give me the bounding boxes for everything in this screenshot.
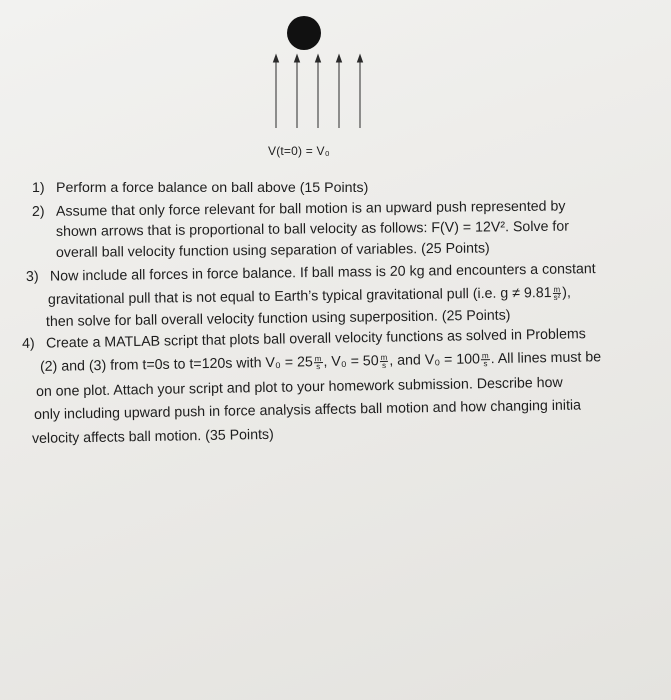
fraction-numerator: m <box>553 284 561 294</box>
problem-3-line-1: Now include all forces in force balance. If ball mass is 20 kg and encounters a constant <box>49 261 596 285</box>
problem-3-number: 3) <box>25 268 39 285</box>
fraction-denominator: s <box>483 358 488 369</box>
fraction-denominator: s² <box>553 292 561 302</box>
problem-4-line-5: velocity affects ball motion. (35 Points) <box>31 426 274 447</box>
problem-3-line-3: then solve for ball overall velocity function using superposition. (25 Points) <box>45 307 511 330</box>
problem-4 <box>22 326 586 352</box>
velocity-units-fraction-1 <box>314 355 323 370</box>
gravity-units-fraction <box>552 286 561 301</box>
problem-2 <box>32 198 566 220</box>
problem-2-line-2: shown arrows that is proportional to ball velocity as follows: F(V) = 12V². Solve for <box>55 218 570 240</box>
problem-4-line-2-text-a: (2) and (3) from t=0s to t=120s with V₀ = 25 <box>39 354 313 375</box>
fraction-denominator: s <box>381 360 387 370</box>
problem-1 <box>32 180 368 196</box>
fraction-numerator: m <box>380 352 388 362</box>
problem-1-line-1: Perform a force balance on ball above (15 Points) <box>56 180 369 196</box>
velocity-units-fraction-3 <box>481 352 490 367</box>
problem-2-line-1: Assume that only force relevant for ball motion is an upward push represented by <box>55 198 566 220</box>
fraction-numerator: m <box>314 353 322 363</box>
problem-3-line-2 <box>48 285 571 308</box>
problem-4-line-2 <box>40 349 601 375</box>
problem-4-line-2-text-b: , V₀ = 50 <box>323 353 379 371</box>
fraction-numerator: m <box>481 350 489 361</box>
problem-4-line-1: Create a MATLAB script that plots ball overall velocity functions as solved in Problems <box>45 326 586 352</box>
problem-4-line-3: on one plot. Attach your script and plot to your homework submission. Describe how <box>35 374 563 400</box>
initial-velocity-label: V(t=0) = V₀ <box>268 144 330 158</box>
problem-4-line-2-text-d: . All lines must be <box>490 349 602 368</box>
problem-3 <box>26 261 596 285</box>
problem-3-line-2-text: gravitational pull that is not equal to Earth’s typical gravitational pull (i.e. g ≠ 9.81 <box>47 284 552 308</box>
problem-2-line-3: overall ball velocity function using separation of variables. (25 Points) <box>55 240 490 261</box>
problem-4-line-4: only including upward push in force analysis affects ball motion and how changing initia <box>33 397 582 423</box>
problem-2-number: 2) <box>31 203 45 220</box>
velocity-units-fraction-2 <box>380 354 389 369</box>
fraction-denominator: s <box>316 361 321 371</box>
problem-4-line-2-text-c: , and V₀ = 100 <box>389 351 481 369</box>
problem-3-line-2-end: ), <box>562 284 571 301</box>
problem-1-number: 1) <box>32 180 45 196</box>
problem-4-number: 4) <box>21 335 35 352</box>
